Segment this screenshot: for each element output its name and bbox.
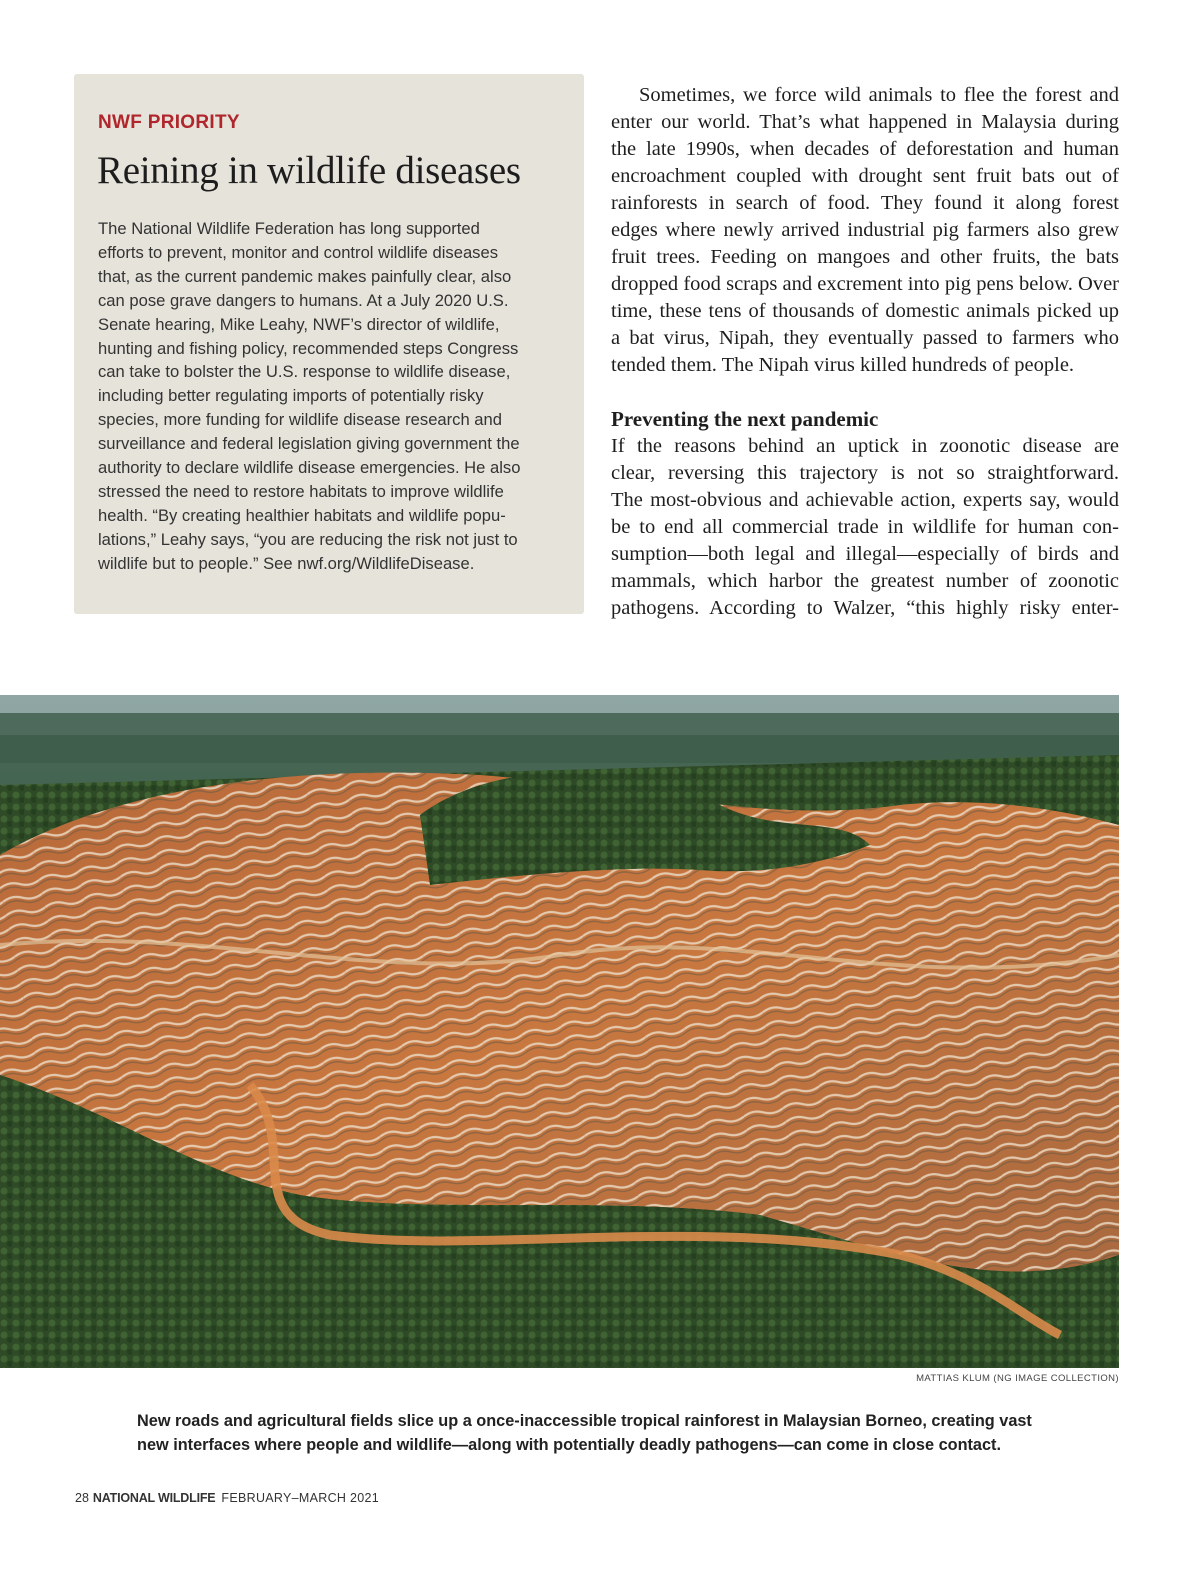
sidebar-line: surveillance and federal legislation giving government the bbox=[98, 434, 520, 454]
sidebar-line: authority to declare wildlife disease emergencies. He also bbox=[98, 458, 521, 478]
caption-line: New roads and agricultural fields slice up a once-inaccessible tropical rainforest in Malaysian Borneo, creating vast bbox=[137, 1412, 1032, 1430]
sidebar-title: Reining in wildlife diseases bbox=[97, 149, 521, 192]
sidebar-line: including better regulating imports of potentially risky bbox=[98, 386, 484, 406]
sidebar-line: can pose grave dangers to humans. At a July 2020 U.S. bbox=[98, 290, 509, 310]
article-line: edges where newly arrived industrial pig farmers also grew bbox=[611, 219, 1119, 241]
article-line: If the reasons behind an uptick in zoonotic disease are bbox=[611, 435, 1119, 457]
article-subhead: Preventing the next pandemic bbox=[611, 407, 879, 431]
article-line: pathogens. According to Walzer, “this highly risky enter- bbox=[611, 597, 1119, 619]
sidebar-line: lations,” Leahy says, “you are reducing the risk not just to bbox=[98, 529, 518, 549]
article-line: fruit trees. Feeding on mangoes and other fruits, the bats bbox=[611, 246, 1119, 268]
article-line: be to end all commercial trade in wildlife for human con- bbox=[611, 516, 1119, 538]
article-line: the late 1990s, when decades of deforestation and human bbox=[611, 138, 1119, 160]
article-line: clear, reversing this trajectory is not so straightforward. bbox=[611, 462, 1119, 484]
sidebar-line: that, as the current pandemic makes painfully clear, also bbox=[98, 266, 512, 286]
sidebar-line: wildlife but to people.” See nwf.org/WildlifeDisease. bbox=[98, 553, 475, 573]
article-line: a bat virus, Nipah, they eventually passed to farmers who bbox=[611, 327, 1119, 349]
article-line: sumption—both legal and illegal—especially of birds and bbox=[611, 543, 1119, 565]
article-line: The most-obvious and achievable action, experts say, would bbox=[611, 489, 1119, 511]
sidebar-kicker: NWF PRIORITY bbox=[98, 112, 240, 133]
photo-caption bbox=[137, 1409, 1077, 1457]
sidebar-line: hunting and fishing policy, recommended steps Congress bbox=[98, 338, 519, 358]
article-line: Sometimes, we force wild animals to flee the forest and bbox=[639, 84, 1119, 106]
sidebar-line: species, more funding for wildlife disease research and bbox=[98, 410, 502, 430]
sidebar-line: efforts to prevent, monitor and control wildlife diseases bbox=[98, 242, 498, 262]
article-line: dropped food scraps and excrement into pig pens below. Over bbox=[611, 273, 1119, 295]
article-line: mammals, which harbor the greatest number of zoonotic bbox=[611, 570, 1119, 592]
sidebar-line: can take to bolster the U.S. response to wildlife disease, bbox=[98, 362, 511, 382]
article-line: time, these tens of thousands of domestic animals picked up bbox=[611, 300, 1119, 322]
page-number: 28 bbox=[75, 1491, 89, 1505]
article-line: encroachment coupled with drought sent fruit bats out of bbox=[611, 165, 1119, 187]
article-column bbox=[611, 82, 1119, 622]
sidebar-line: The National Wildlife Federation has long supported bbox=[98, 219, 480, 238]
sidebar-line: stressed the need to restore habitats to improve wildlife bbox=[98, 481, 504, 501]
photo-credit: MATTIAS KLUM (NG IMAGE COLLECTION) bbox=[916, 1373, 1119, 1384]
article-line: enter our world. That’s what happened in Malaysia during bbox=[611, 111, 1119, 133]
issue-date: FEBRUARY–MARCH 2021 bbox=[221, 1491, 380, 1505]
caption-line: new interfaces where people and wildlife—along with potentially deadly pathogens—can come in close contact. bbox=[137, 1436, 1001, 1454]
sidebar-box bbox=[74, 74, 584, 614]
magazine-name: NATIONAL WILDLIFE bbox=[92, 1491, 216, 1505]
page-footer bbox=[75, 1491, 379, 1505]
sidebar-line: health. “By creating healthier habitats and wildlife popu- bbox=[98, 505, 506, 525]
sidebar-body bbox=[98, 217, 568, 576]
article-line: tended them. The Nipah virus killed hundreds of people. bbox=[611, 354, 1075, 376]
sidebar-line: Senate hearing, Mike Leahy, NWF’s director of wildlife, bbox=[98, 314, 500, 334]
deforestation-photo bbox=[0, 695, 1119, 1368]
article-line: rainforests in search of food. They found it along forest bbox=[611, 192, 1119, 214]
